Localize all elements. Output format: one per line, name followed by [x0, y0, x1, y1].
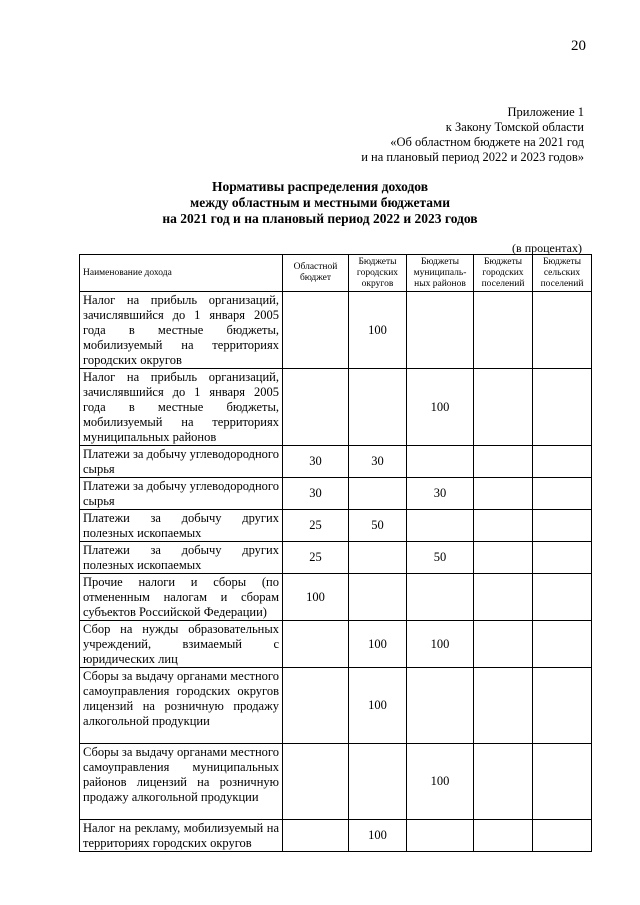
value-cell-rural-settlement-budgets: [533, 744, 592, 820]
value-cell-rural-settlement-budgets: [533, 292, 592, 369]
appendix-line: «Об областном бюджете на 2021 год: [390, 135, 584, 149]
value-cell-municipal-district-budgets: 50: [407, 542, 474, 574]
appendix-line: к Закону Томской области: [445, 120, 584, 134]
value-cell-municipal-district-budgets: [407, 574, 474, 621]
value-cell-municipal-district-budgets: 100: [407, 369, 474, 446]
revenue-name-cell: Платежи за добычу углеводородного сырья: [80, 446, 283, 478]
value-cell-regional-budget: [283, 820, 349, 852]
value-cell-rural-settlement-budgets: [533, 542, 592, 574]
value-cell-city-district-budgets: [349, 478, 407, 510]
value-cell-municipal-district-budgets: [407, 292, 474, 369]
value-cell-city-district-budgets: 100: [349, 292, 407, 369]
table-row: [80, 668, 592, 744]
value-cell-city-district-budgets: 100: [349, 621, 407, 668]
value-cell-rural-settlement-budgets: [533, 446, 592, 478]
appendix-line: и на плановый период 2022 и 2023 годов»: [361, 150, 584, 164]
value-cell-regional-budget: [283, 744, 349, 820]
value-cell-regional-budget: [283, 621, 349, 668]
value-cell-city-district-budgets: [349, 369, 407, 446]
appendix-line: Приложение 1: [507, 105, 584, 119]
value-cell-city-district-budgets: [349, 744, 407, 820]
value-cell-municipal-district-budgets: [407, 510, 474, 542]
page-number: 20: [571, 38, 586, 54]
header-urban-settlement-budgets: Бюджеты городских поселений: [474, 255, 533, 292]
document-title: [0, 179, 640, 227]
value-cell-urban-settlement-budgets: [474, 478, 533, 510]
value-cell-rural-settlement-budgets: [533, 369, 592, 446]
revenue-name-cell: Платежи за добычу углеводородного сырья: [80, 478, 283, 510]
table-row: [80, 820, 592, 852]
value-cell-regional-budget: [283, 369, 349, 446]
value-cell-city-district-budgets: 30: [349, 446, 407, 478]
value-cell-urban-settlement-budgets: [474, 369, 533, 446]
value-cell-urban-settlement-budgets: [474, 574, 533, 621]
value-cell-regional-budget: 30: [283, 446, 349, 478]
value-cell-urban-settlement-budgets: [474, 820, 533, 852]
value-cell-city-district-budgets: 50: [349, 510, 407, 542]
appendix-reference: [361, 105, 584, 165]
value-cell-rural-settlement-budgets: [533, 820, 592, 852]
value-cell-urban-settlement-budgets: [474, 744, 533, 820]
value-cell-regional-budget: [283, 292, 349, 369]
value-cell-municipal-district-budgets: [407, 668, 474, 744]
revenue-name-cell: Платежи за добычу других полезных ископаемых: [80, 510, 283, 542]
title-line: на 2021 год и на плановый период 2022 и 2023 годов: [162, 211, 478, 226]
revenue-name-cell: Налог на прибыль организаций, зачислявшийся до 1 января 2005 года в местные бюджеты, мобилизуемый на территориях городских округов: [80, 292, 283, 369]
value-cell-city-district-budgets: [349, 542, 407, 574]
value-cell-municipal-district-budgets: [407, 820, 474, 852]
revenue-name-cell: Налог на прибыль организаций, зачислявшийся до 1 января 2005 года в местные бюджеты, мобилизуемый на территориях муниципальных районов: [80, 369, 283, 446]
table-row: [80, 446, 592, 478]
header-revenue-name: Наименование дохода: [80, 255, 283, 292]
table-row: [80, 292, 592, 369]
value-cell-urban-settlement-budgets: [474, 542, 533, 574]
header-municipal-district-budgets: Бюджеты муниципаль-ных районов: [407, 255, 474, 292]
value-cell-regional-budget: 100: [283, 574, 349, 621]
revenue-name-cell: Сборы за выдачу органами местного самоуправления городских округов лицензий на розничную продажу алкогольной продукции: [80, 668, 283, 744]
table-row: [80, 369, 592, 446]
value-cell-regional-budget: 25: [283, 510, 349, 542]
value-cell-urban-settlement-budgets: [474, 446, 533, 478]
units-note: (в процентах): [512, 241, 582, 255]
header-regional-budget: Областной бюджет: [283, 255, 349, 292]
revenue-name-cell: Сбор на нужды образовательных учреждений, взимаемый с юридических лиц: [80, 621, 283, 668]
revenue-name-cell: Прочие налоги и сборы (по отмененным налогам и сборам субъектов Российской Федерации): [80, 574, 283, 621]
value-cell-regional-budget: 30: [283, 478, 349, 510]
value-cell-city-district-budgets: 100: [349, 668, 407, 744]
title-line: между областным и местными бюджетами: [190, 195, 450, 210]
value-cell-urban-settlement-budgets: [474, 292, 533, 369]
table-row: [80, 510, 592, 542]
value-cell-city-district-budgets: 100: [349, 820, 407, 852]
value-cell-municipal-district-budgets: [407, 446, 474, 478]
value-cell-rural-settlement-budgets: [533, 478, 592, 510]
value-cell-municipal-district-budgets: 100: [407, 744, 474, 820]
table-header-row: [80, 255, 592, 292]
revenue-name-cell: Платежи за добычу других полезных ископаемых: [80, 542, 283, 574]
title-line: Нормативы распределения доходов: [211, 179, 429, 194]
header-city-district-budgets: Бюджеты городских округов: [349, 255, 407, 292]
table-row: [80, 621, 592, 668]
value-cell-rural-settlement-budgets: [533, 668, 592, 744]
revenue-name-cell: Сборы за выдачу органами местного самоуправления муниципальных районов лицензий на розничную продажу алкогольной продукции: [80, 744, 283, 820]
value-cell-rural-settlement-budgets: [533, 621, 592, 668]
value-cell-urban-settlement-budgets: [474, 621, 533, 668]
value-cell-municipal-district-budgets: 30: [407, 478, 474, 510]
value-cell-rural-settlement-budgets: [533, 510, 592, 542]
table-row: [80, 574, 592, 621]
value-cell-city-district-budgets: [349, 574, 407, 621]
table-row: [80, 478, 592, 510]
value-cell-urban-settlement-budgets: [474, 510, 533, 542]
revenue-distribution-table: [79, 254, 592, 852]
revenue-name-cell: Налог на рекламу, мобилизуемый на территориях городских округов: [80, 820, 283, 852]
value-cell-regional-budget: [283, 668, 349, 744]
table-row: [80, 542, 592, 574]
header-rural-settlement-budgets: Бюджеты сельских поселений: [533, 255, 592, 292]
value-cell-rural-settlement-budgets: [533, 574, 592, 621]
value-cell-municipal-district-budgets: 100: [407, 621, 474, 668]
table-row: [80, 744, 592, 820]
value-cell-urban-settlement-budgets: [474, 668, 533, 744]
value-cell-regional-budget: 25: [283, 542, 349, 574]
